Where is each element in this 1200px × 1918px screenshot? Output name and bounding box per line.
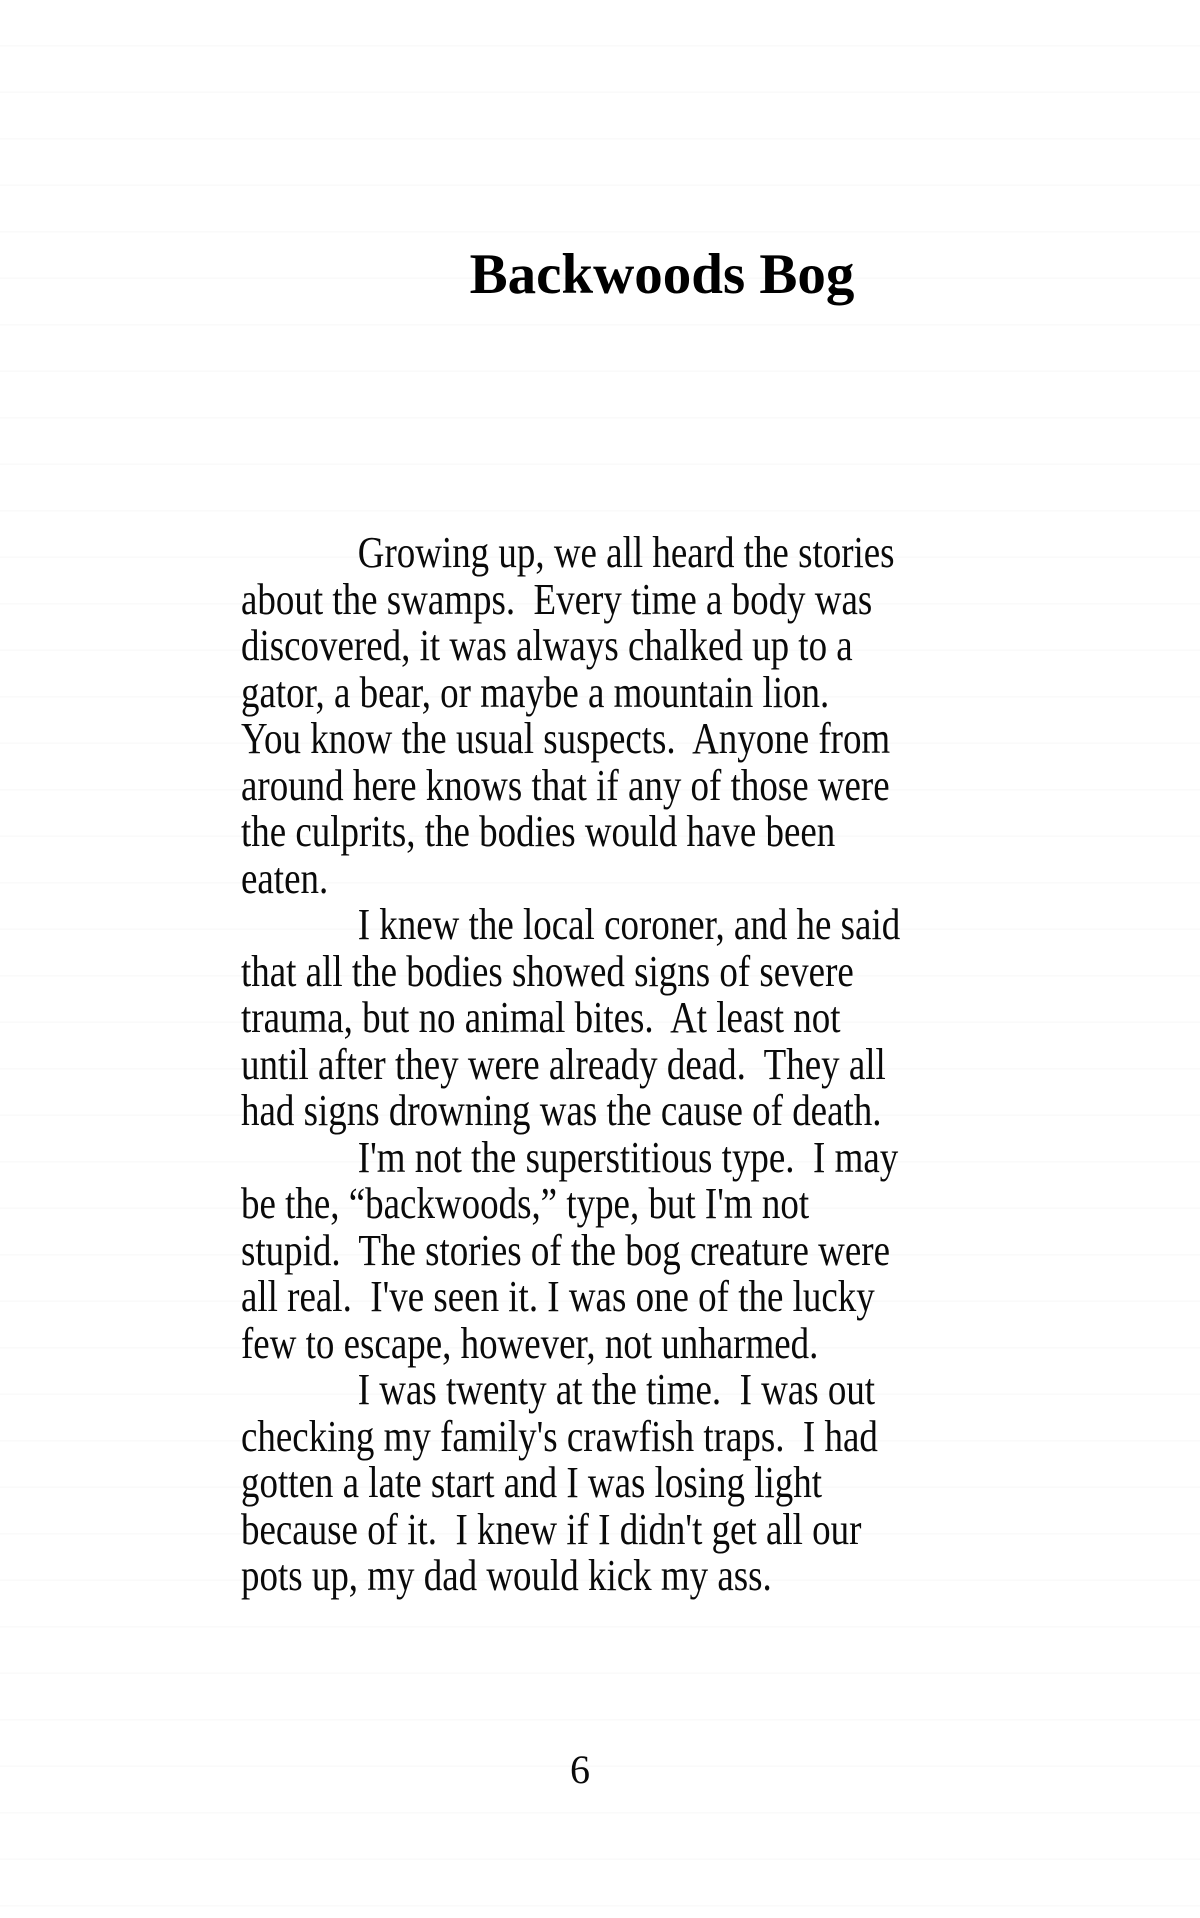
paragraph	[241, 1367, 997, 1600]
text-line: gator, a bear, or maybe a mountain lion.	[241, 667, 830, 717]
text-line: discovered, it was always chalked up to a	[241, 621, 853, 670]
text-line: Growing up, we all heard the stories	[357, 528, 895, 577]
text-line: I knew the local coroner, and he said	[357, 900, 901, 949]
text-line: all real. I've seen it. I was one of the lucky	[241, 1272, 875, 1321]
text-line: stupid. The stories of the bog creature were	[241, 1225, 890, 1275]
text-line: I was twenty at the time. I was out	[357, 1365, 876, 1414]
paragraph	[241, 902, 997, 1135]
text-line: You know the usual suspects. Anyone from	[241, 714, 891, 763]
paragraph	[241, 530, 997, 902]
text-line: had signs drowning was the cause of death.	[241, 1086, 882, 1135]
paragraph	[241, 1132, 997, 1368]
text-line: about the swamps. Every time a body was	[241, 574, 873, 624]
text-line: the culprits, the bodies would have been	[241, 807, 836, 856]
text-line: pots up, my dad would kick my ass.	[241, 1551, 772, 1600]
text-line: checking my family's crawfish traps. I had	[241, 1411, 878, 1461]
text-line: because of it. I knew if I didn't get all our	[241, 1504, 862, 1554]
text-line: trauma, but no animal bites. At least not	[241, 993, 841, 1042]
page-number: 6	[570, 1747, 590, 1792]
text-line: be the, “backwoods,” type, but I'm not	[241, 1179, 810, 1228]
text-line: I'm not the superstitious type. I may	[357, 1132, 899, 1182]
text-line: few to escape, however, not unharmed.	[241, 1318, 819, 1368]
story-text	[241, 530, 997, 1600]
text-line: eaten.	[241, 853, 329, 903]
text-line: that all the bodies showed signs of severe	[241, 946, 854, 996]
chapter-title: Backwoods Bog	[469, 243, 855, 306]
text-line: around here knows that if any of those were	[241, 760, 890, 810]
text-line: gotten a late start and I was losing light	[241, 1458, 822, 1507]
text-line: until after they were already dead. They all	[241, 1039, 886, 1089]
